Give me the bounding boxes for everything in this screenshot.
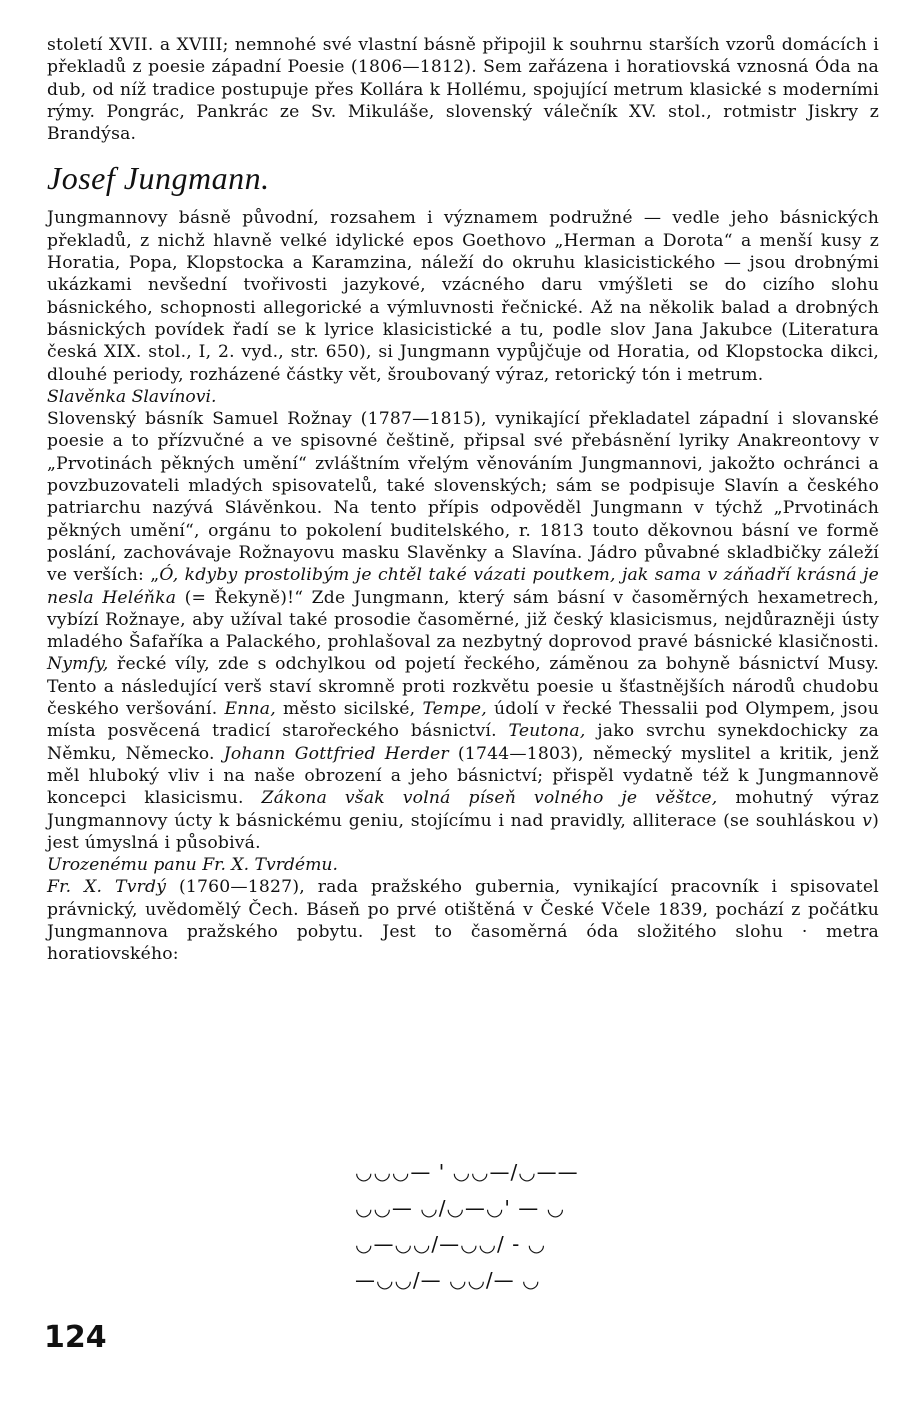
meter-line: ◡◡— ◡/◡—◡' — ◡ xyxy=(355,1196,566,1220)
term-v: v xyxy=(862,810,873,831)
subheading-slavenka: Slavěnka Slavínovi. xyxy=(47,386,217,407)
quote-italic: Ó, kdyby prostolibým je chtěl také vázati poutkem, jak sama v záňadří krásná je nesla Heléňka xyxy=(47,565,879,608)
meter-line: ◡◡◡— ' ◡◡—/◡—— xyxy=(355,1160,579,1184)
meter-line: —◡◡/— ◡◡/— ◡ xyxy=(355,1268,541,1292)
term-enna: Enna, xyxy=(224,699,276,720)
text-run: Slovenský básník Samuel Rožnay (1787—1815), vynikající překladatel západní i slovanské poesie a to přízvučné a ve spisovné češtině, připsal své přebásnění lyriky Anakreontovy v „Prvotinách pěkných umění“ zvláštním vřelým věnováním Jungmannovi, jakožto ochránci a povzbuzovateli mladých spisovatelů, také slovenských; sám se podpisuje Slavín a českého patriarchu nazývá Slávěnkou. Na tento přípis odpověděl Jungmann v týchž „Prvotinách pěkných umění“, orgánu to pokolení buditelského, r. 1813 touto děkovnou básní ve formě poslání, zachovávaje Rožnayovu masku Slavěnky a Slavína. Jádro půvabné skladbičky záleží ve verších: „ xyxy=(47,409,879,586)
text-run: řecké víly, zde s odchylkou od pojetí řeckého, záměnou za bohyně básnictví Musy. Tento a následující verš staví skromně proti rozkvětu poesie u šťastnějších národů chudobu českého veršování. xyxy=(47,654,879,720)
intro-paragraph: století XVII. a XVIII; nemnohé své vlastní básně připojil k souhrnu starších vzorů domácích i překladů z poesie západní Poesie (1806—1812). Sem zařázena i horatiovská vznosná Óda na dub, od níž tradice postupuje přes Kollára k Hollému, spojující metrum klasické s moderními rýmy. Pongrác, Pankrác ze Sv. Mikuláše, slovenský válečník XV. stol., rotmistr Jiskry z Brandýsa. xyxy=(47,35,879,145)
text-run: mohutný výraz Jungmannovy úcty k básnickému geniu, stojícímu i nad pravidly, alliterace (se souhláskou xyxy=(47,788,880,831)
text-run: (= Řekyně)!“ Zde Jungmann, který sám básní v časoměrných hexametrech, vybízí Rožnaye, aby užíval také prosodie časoměrné, již český klasicismus, nejdůrazněji ústy mladého Šafaříka a Palackého, prohlašoval za nezbytný doprovod pravé básnické klasičnosti. xyxy=(47,587,879,653)
page-body xyxy=(47,34,879,966)
term-tvrdy: Fr. X. Tvrdý xyxy=(47,877,167,898)
meter-scheme xyxy=(355,1154,579,1298)
term-tempe: Tempe, xyxy=(422,699,487,720)
paragraph-slavenka xyxy=(47,408,879,854)
text-run: ) jest úmyslná i působivá. xyxy=(47,810,879,853)
term-nymfy: Nymfy, xyxy=(47,654,109,675)
paragraph-tvrdy xyxy=(47,876,879,965)
term-zakona: Zákona však volná píseň volného je věštce, xyxy=(261,788,718,809)
text-run: (1744—1803), německý myslitel a kritik, jenž měl hluboký vliv i na naše obrození a jeho básnictví; přispěl vydatně též k Jungmannově koncepci klasicismu. xyxy=(47,743,879,809)
text-run: údolí v řecké Thessalii pod Olympem, jsou místa posvěcená tradicí starořeckého básnictví. xyxy=(47,699,879,742)
term-herder: Johann Gottfried Herder xyxy=(223,743,449,764)
text-run: jako svrchu synekdochicky za Němku, Německo. xyxy=(47,721,879,764)
term-teutona: Teutona, xyxy=(508,721,586,742)
page-number: 124 xyxy=(44,1320,107,1355)
text-run: město sicilské, xyxy=(275,699,423,720)
section-heading: Josef Jungmann. xyxy=(47,160,270,197)
meter-line: ◡—◡◡/—◡◡/ - ◡ xyxy=(355,1232,547,1256)
subheading-tvrdy: Urozenému panu Fr. X. Tvrdému. xyxy=(47,855,338,876)
text-run: (1760—1827), rada pražského gubernia, vynikající pracovník i spisovatel právnický, uvědomělý Čech. Báseň po prvé otištěná v České Včele 1839, pochází z počátku Jungmannova pražského pobytu. Jest to časoměrná óda složitého slohu · metra horatiovského: xyxy=(47,877,879,965)
paragraph-jungmann: Jungmannovy básně původní, rozsahem i významem podružné — vedle jeho básnických překladů, z nichž hlavně velké idylické epos Goethovo „Herman a Dorota“ a menší kusy z Horatia, Popa, Klopstocka a Karamzina, náleží do okruhu klasicistického — jsou drobnými ukázkami nevšední tvořivosti jazykové, vzácného daru vmýšleti se do cizího slohu básnického, schopnosti allegorické a výmluvnosti řečnické. Až na několik balad a drobných básnických povídek řadí se k lyrice klasicistické a tu, podle slov Jana Jakubce (Literatura česká XIX. stol., I, 2. vyd., str. 650), si Jungmann vypůjčuje od Horatia, od Klopstocka dikci, dlouhé periody, rozházené částky vět, šroubovaný výraz, retorický tón i metrum. xyxy=(47,208,879,385)
